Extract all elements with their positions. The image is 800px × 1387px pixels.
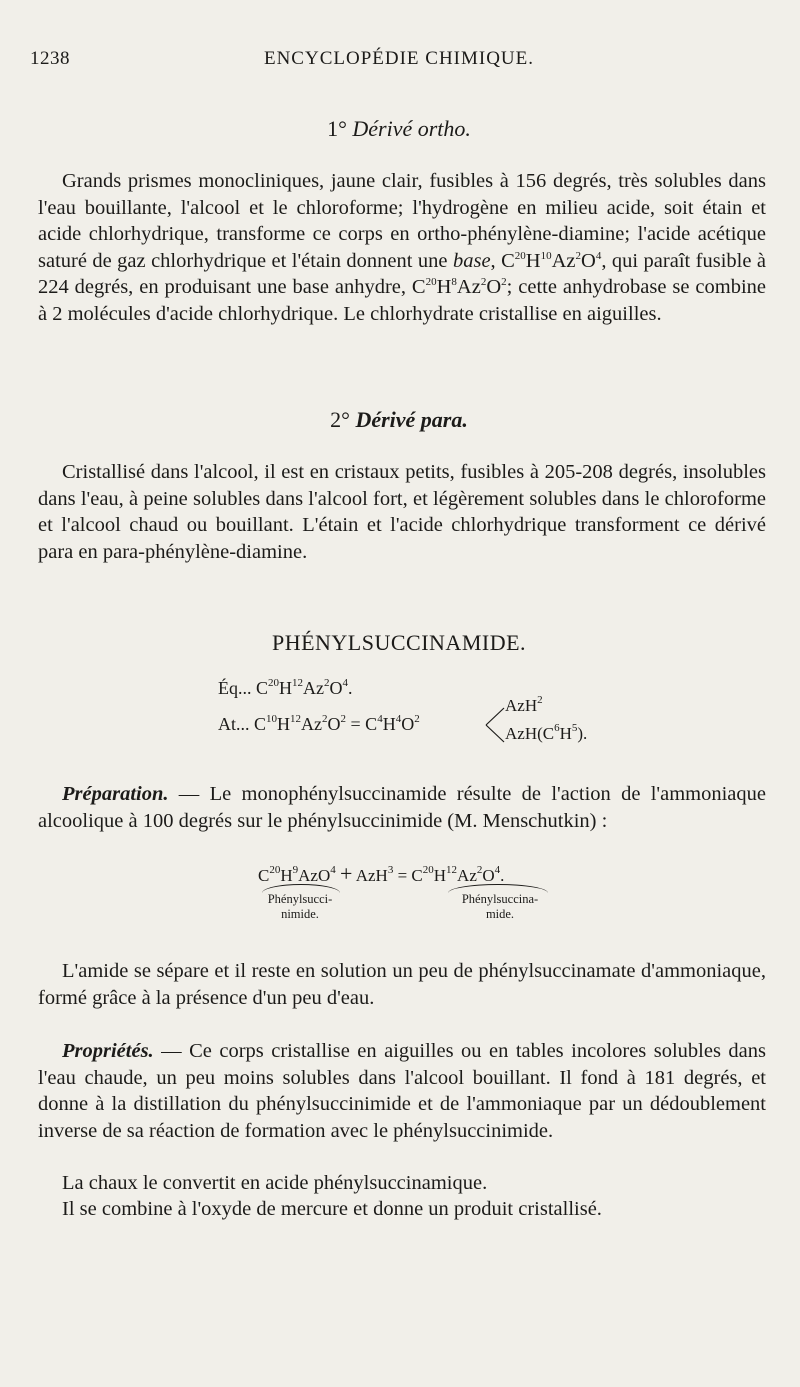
proprietes-label: Propriétés. (62, 1040, 154, 1062)
proprietes-line3: Il se combine à l'oxyde de mercure et donne un produit cristallisé. (62, 1198, 602, 1220)
proprietes-line2: La chaux le convertit en acide phénylsuccinamique. (62, 1172, 488, 1194)
at-line (218, 714, 420, 735)
ortho-heading-text: Dérivé ortho. (352, 116, 471, 141)
ortho-heading (30, 116, 768, 142)
reaction-right: $C^{20}H^{12}Az^2O^4$. (411, 864, 505, 885)
preparation-text: — Le monophénylsuccinamide résulte de l'action de l'ammoniaque alcoolique à 100 degrés sur le phénylsuccinimide (M. Menschutkin) : (38, 783, 766, 832)
proprietes-text: — Ce corps cristallise en aiguilles ou en tables incolores solubles dans l'eau chaude, un peu moins solubles dans l'alcool bouillant. Il fond à 181 degrés, et donne à la distillation du phénylsuccinimide et de l'ammoniaque par un dédoublement inverse de sa réaction de formation avec le phénylsuccinimide. (38, 1040, 767, 1142)
reaction-eq: = (397, 866, 408, 885)
at-branch-bottom: $AzH(C^6H^5)$. (505, 722, 588, 743)
para-heading (30, 407, 768, 433)
reaction-left: $C^{20}H^9AzO^4$ (258, 864, 336, 885)
reaction-mid: AzH$^3$ (355, 864, 394, 885)
preparation-after: L'amide se sépare et il reste en solution un peu de phénylsuccinamate d'ammoniaque, formé grâce à la présence d'un peu d'eau. (38, 960, 766, 1009)
at-label: At... (218, 714, 250, 734)
preparation-label: Préparation. (62, 783, 169, 805)
eq-formula: $C^{20}H^{12}Az^2O^4$. (256, 677, 353, 698)
ortho-heading-num: 1° (327, 116, 347, 141)
preparation-paragraph (38, 781, 766, 834)
running-title: ENCYCLOPÉDIE CHIMIQUE. (263, 48, 535, 69)
page-number: 1238 (30, 48, 70, 69)
reaction-plus: + (339, 861, 353, 886)
label-phenylsuccinamide: Phénylsuccina- mide. (461, 892, 539, 921)
at-branch-top: AzH$^2$ (505, 694, 543, 715)
eq-label: Éq... (218, 678, 252, 698)
page-header (30, 48, 768, 72)
para-paragraph: Cristallisé dans l'alcool, il est en cristaux petits, fusibles à 205-208 degrés, insolubles dans l'eau, à peine solubles dans l'alcool fort, et légèrement solubles dans le chloroforme et l'alcool chaud ou bouillant. L'étain et l'acide chlorhydrique transforment ce dérivé para en para-phénylène-diamine. (38, 461, 766, 563)
para-heading-text: Dérivé para. (355, 407, 468, 432)
eq-line (218, 678, 353, 699)
ortho-paragraph: Grands prismes monocliniques, jaune clair, fusibles à 156 degrés, très solubles dans l'eau bouillante, l'alcool et le chloroforme; l'hydrogène en milieu acide, soit étain et acide chlorhydrique, transforme ce corps en ortho-phénylène-diamine; l'acide acétique saturé de gaz chlorhydrique et l'étain donnent une base, $C^{20}H^{10}Az^2O^4$, qui paraît fusible à 224 degrés, en produisant une base anhydre, $C^{20}H^8Az^2O^2$; cette anhydrobase se combine à 2 molécules d'acide chlorhydrique. Le chlorhydrate cristallise en aiguilles. (38, 170, 766, 325)
label-phenylsuccinimide: Phénylsucci- nimide. (267, 892, 333, 921)
proprietes-paragraph (38, 1038, 766, 1144)
section-title: PHÉNYLSUCCINAMIDE. (271, 630, 527, 655)
para-heading-num: 2° (330, 407, 350, 432)
at-formula: $C^{10}H^{12}Az^2O^2 = C^4H^4O^2$ (254, 713, 420, 734)
